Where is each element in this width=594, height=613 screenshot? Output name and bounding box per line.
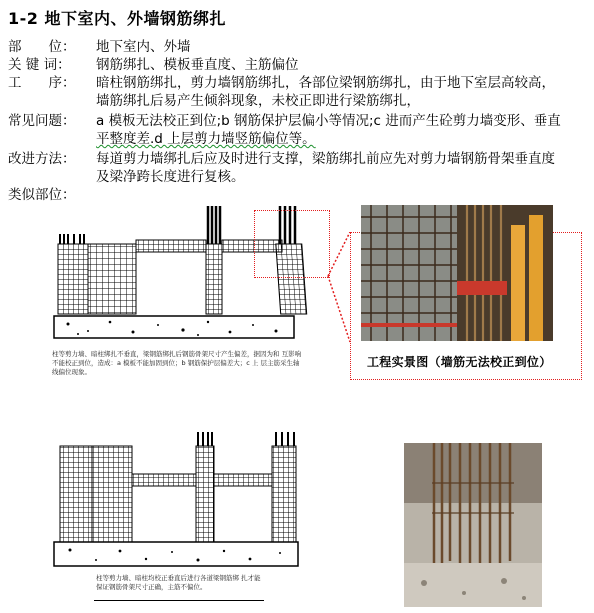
problems-line-1: a 模板无法校正到位;b 钢筋保护层偏小等情况;c 进而产生砼剪力墙变形、垂直: [96, 113, 561, 129]
process-line-1: 暗柱钢筋绑扎，剪力墙钢筋绑扎，各部位梁钢筋绑扎，由于地下室层高较高，: [96, 75, 555, 91]
field-value: 地下室内、外墙: [96, 39, 191, 55]
problems-line-2: 平整度差.d 上层剪力墙竖筋偏位等。: [96, 131, 316, 147]
rebar-drawing-bottom: [48, 432, 308, 572]
improve-line-2: 及梁净跨长度进行复核。: [96, 169, 245, 185]
field-value: 钢筋绑扎、模板垂直度、主筋偏位: [96, 57, 299, 73]
page-title: 1-2 地下室内、外墙钢筋绑扎: [8, 9, 226, 28]
highlight-connector: [326, 232, 366, 352]
construction-photo-bottom: [404, 443, 542, 607]
field-value: [96, 74, 594, 110]
field-label: 常见问题：: [8, 113, 76, 129]
field-label: 部 位：: [8, 39, 76, 55]
highlight-box-drawing: [254, 210, 330, 278]
photo-caption: 工程实景图（墙筋无法校正到位）: [367, 355, 552, 369]
field-label: 工 序：: [8, 75, 76, 91]
note-bottom: 柱等剪力墙、暗柱均校正垂直后进行各道梁钢筋绑 扎才能保证钢筋骨架尺寸正确，主筋不偏位。: [96, 574, 261, 591]
improve-line-1: 每道剪力墙绑扎后应及时进行支撑，梁筋绑扎前应先对剪力墙钢筋骨架垂直度: [96, 151, 555, 167]
similar-label: 类似部位：: [8, 187, 76, 203]
field-label: 改进方法：: [8, 151, 76, 167]
field-value: [96, 150, 594, 186]
field-label: 关 键 词：: [8, 57, 71, 73]
construction-photo-top: [361, 205, 553, 341]
divider-line: [94, 600, 264, 601]
process-line-2: 墙筋绑扎后易产生倾斜现象，未校正即进行梁筋绑扎，: [96, 93, 420, 109]
field-value: [96, 112, 594, 148]
note-top: 柱等剪力墙、暗柱绑扎不垂直，梁钢筋绑扎后钢筋骨架尺寸产生偏差，据因为和 互影响不能校正到位，造成：a 模板不能加固到位；b 钢筋保护层偏差大；c 上 层主筋采生轴线偏位现象。: [52, 350, 302, 376]
